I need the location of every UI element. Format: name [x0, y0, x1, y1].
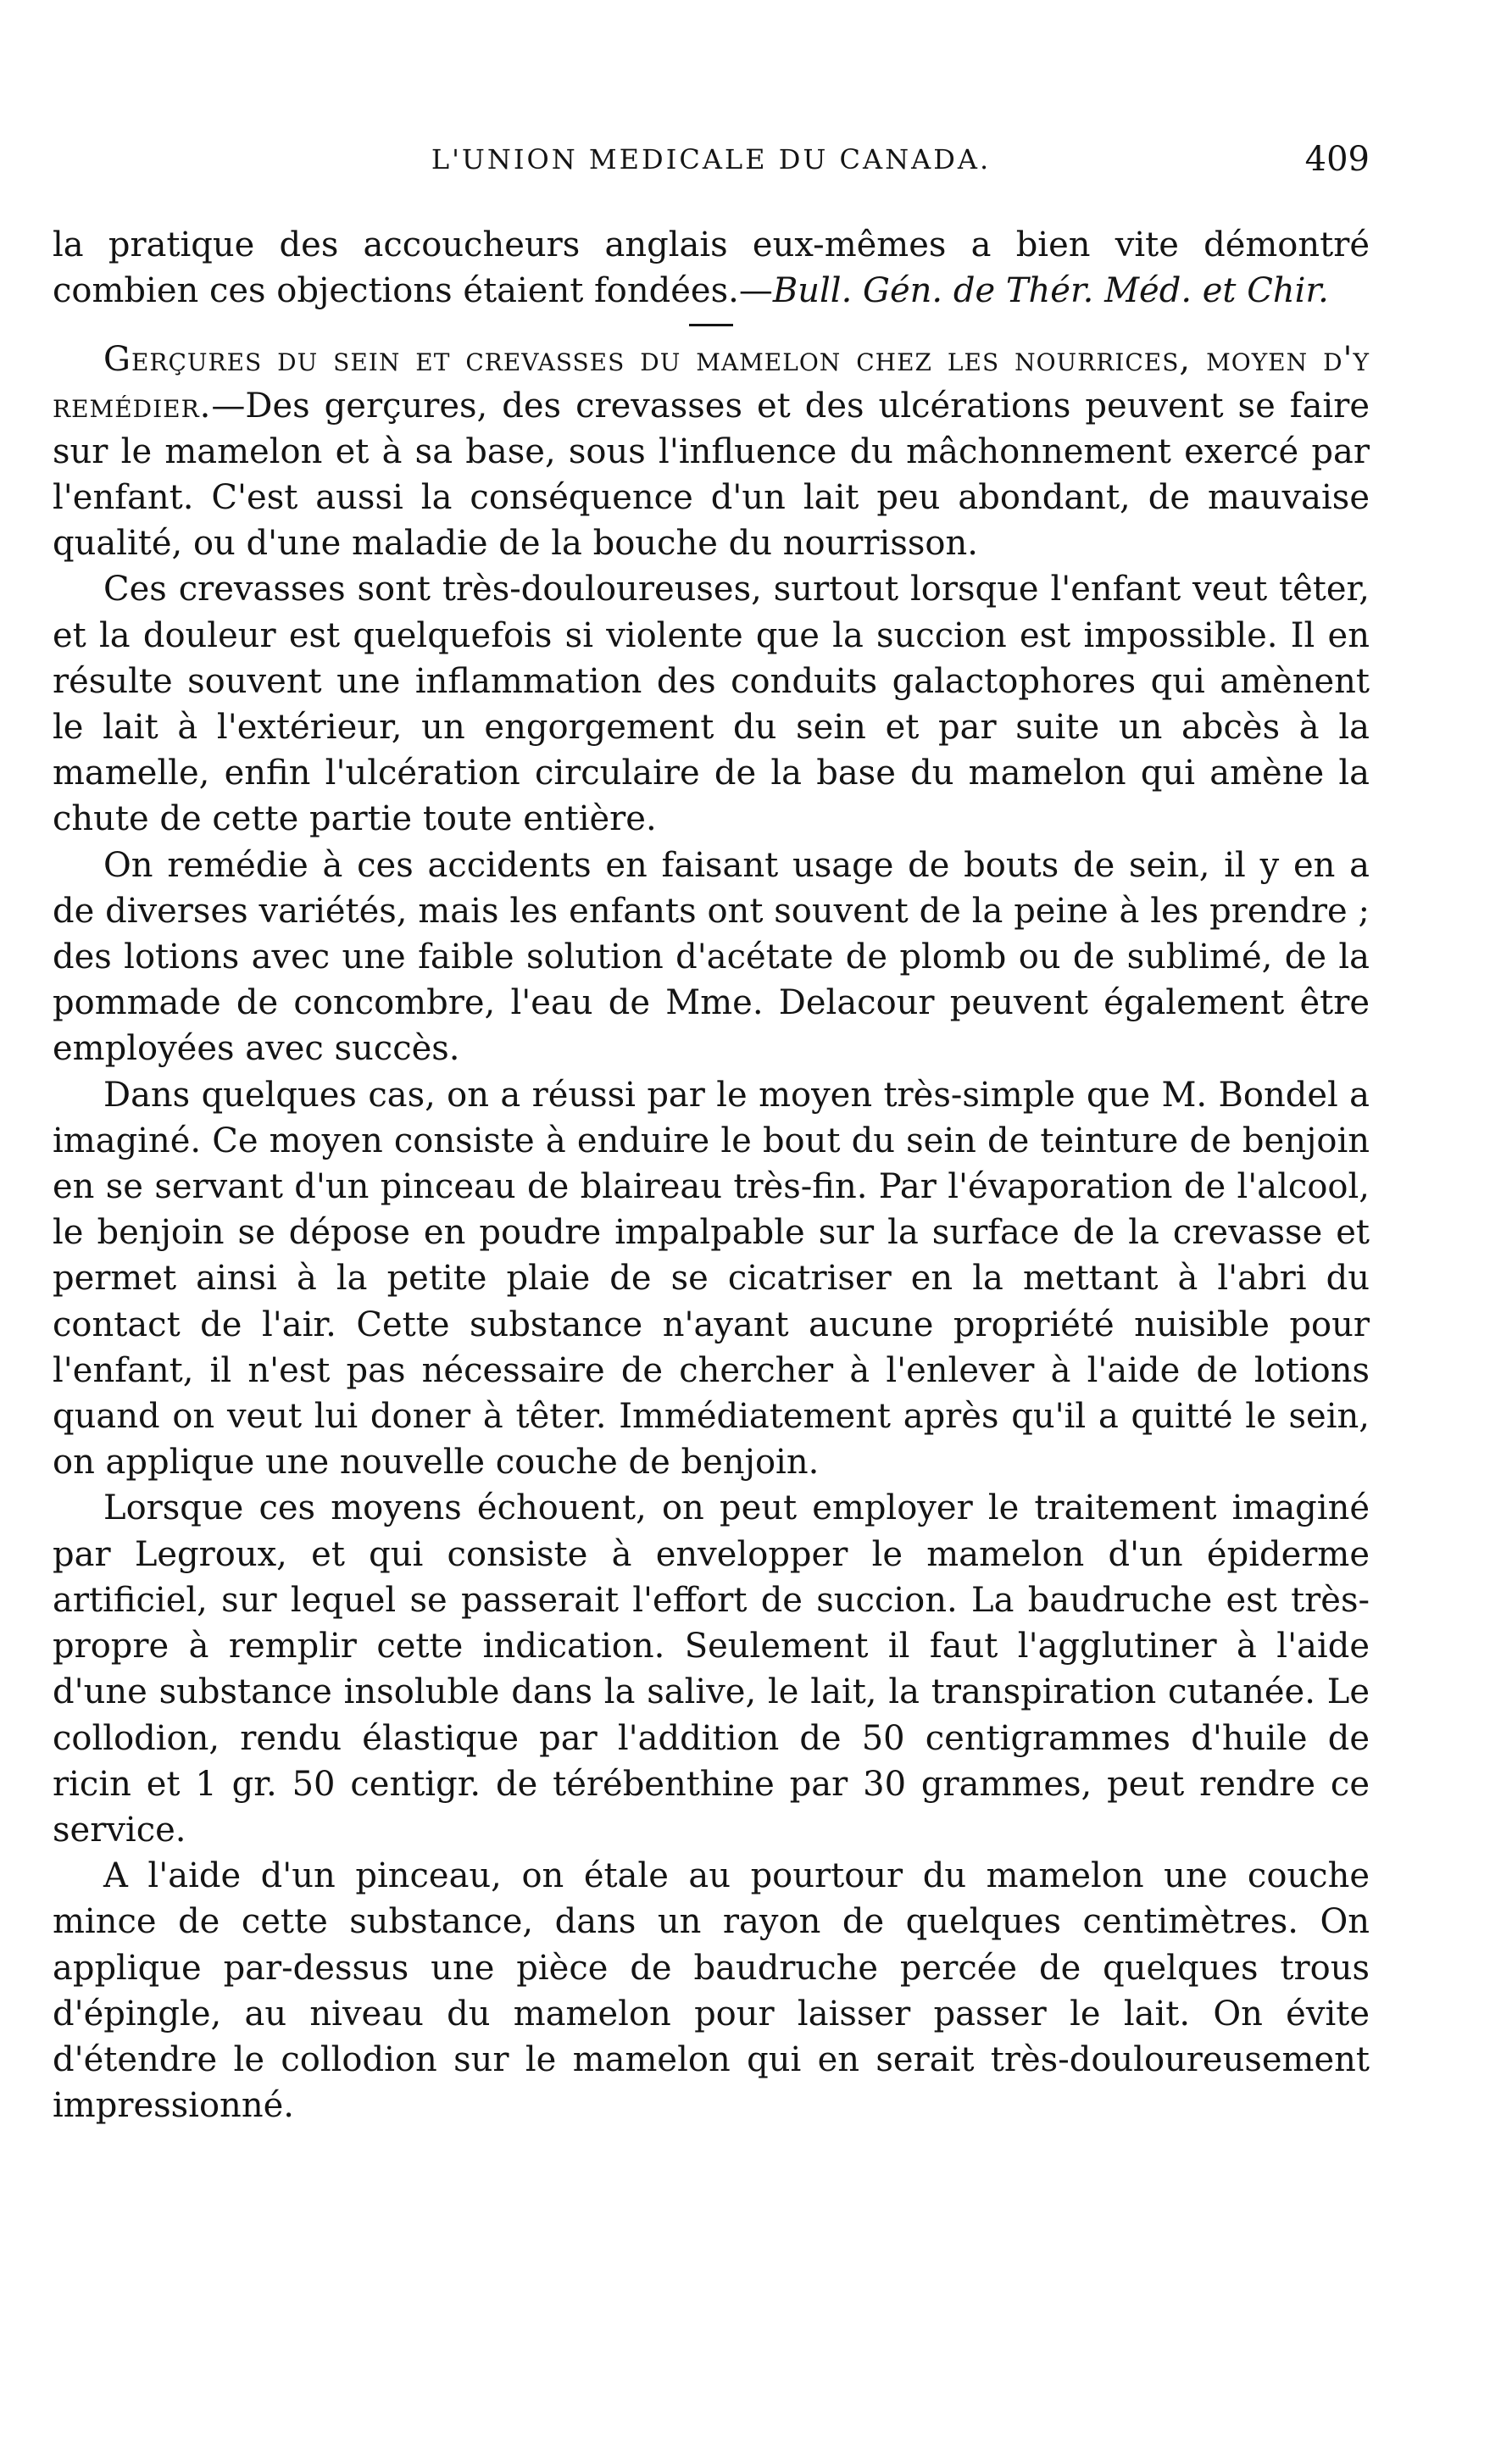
source-citation: Bull. Gén. de Thér. Méd. et Chir.	[772, 271, 1329, 311]
paragraph-text: —Des gerçures, des crevasses et des ulcérations peuvent se faire sur le mamelon et à sa base, sous l'influence du mâchonnement exercé par l'enfant. C'est aussi la conséquence d'un lait peu abondant, de mauvaise qualité, ou d'une maladie de la bouche du nourrisson.	[53, 386, 1370, 564]
page-number: 409	[1304, 140, 1370, 179]
continued-paragraph	[53, 222, 1370, 314]
article-heading: Gerçures du sein et crevasses du mamelon chez les nourrices, moyen d'y remédier.	[53, 340, 1370, 426]
article-paragraph: Lorsque ces moyens échouent, on peut employer le traitement imaginé par Legroux, et qui consiste à envelopper le mamelon d'un épiderme artificiel, sur lequel se passerait l'effort de succion. La baudruche est très-propre à remplir cette indication. Seulement il faut l'agglutiner à l'aide d'une substance insoluble dans la salive, le lait, la transpiration cutanée. Le collodion, rendu élastique par l'addition de 50 centigrammes d'huile de ricin et 1 gr. 50 centigr. de térébenthine par 30 grammes, peut rendre ce service.	[53, 1488, 1370, 1850]
article-paragraph: Ces crevasses sont très-douloureuses, surtout lorsque l'enfant veut têter, et la douleur est quelquefois si violente que la succion est impossible. Il en résulte souvent une inflammation des conduits galactophores qui amènent le lait à l'extérieur, un engorgement du sein et par suite un abcès à la mamelle, enfin l'ulcération circulaire de la base du mamelon qui amène la chute de cette partie toute entière.	[53, 570, 1370, 839]
section-divider	[53, 314, 1370, 337]
page-body	[53, 222, 1370, 2128]
running-head	[53, 134, 1370, 185]
article-paragraph: Dans quelques cas, on a réussi par le moyen très-simple que M. Bondel a imaginé. Ce moyen consiste à enduire le bout du sein de teinture de benjoin en se servant d'un pinceau de blaireau très-fin. Par l'évaporation de l'alcool, le benjoin se dépose en poudre impalpable sur la surface de la crevasse et permet ainsi à la petite plaie de se cicatriser en la mettant à l'abri du contact de l'air. Cette substance n'ayant aucune propriété nuisible pour l'enfant, il n'est pas nécessaire de chercher à l'enlever à l'aide de lotions quand on veut lui doner à têter. Immédiatement après qu'il a quitté le sein, on applique une nouvelle couche de benjoin.	[53, 1075, 1370, 1483]
divider-line	[689, 324, 733, 326]
continued-text: la pratique des accoucheurs anglais eux-mêmes a bien vite démontré combien ces objections étaient fondées.—	[53, 225, 1370, 311]
article-paragraph: A l'aide d'un pinceau, on étale au pourtour du mamelon une couche mince de cette substance, dans un rayon de quelques centimètres. On applique par-dessus une pièce de baudruche percée de quelques trous d'épingle, au niveau du mamelon pour laisser passer le lait. On évite d'étendre le collodion sur le mamelon qui en serait très-douloureusement impressionné.	[53, 1856, 1370, 2126]
article-paragraph	[53, 337, 1370, 566]
running-title: L'UNION MEDICALE DU CANADA.	[431, 143, 992, 175]
article-paragraph: On remédie à ces accidents en faisant usage de bouts de sein, il y en a de diverses variétés, mais les enfants ont souvent de la peine à les prendre ; des lotions avec une faible solution d'acétate de plomb ou de sublimé, de la pommade de concombre, l'eau de Mme. Delacour peuvent également être employées avec succès.	[53, 845, 1370, 1069]
